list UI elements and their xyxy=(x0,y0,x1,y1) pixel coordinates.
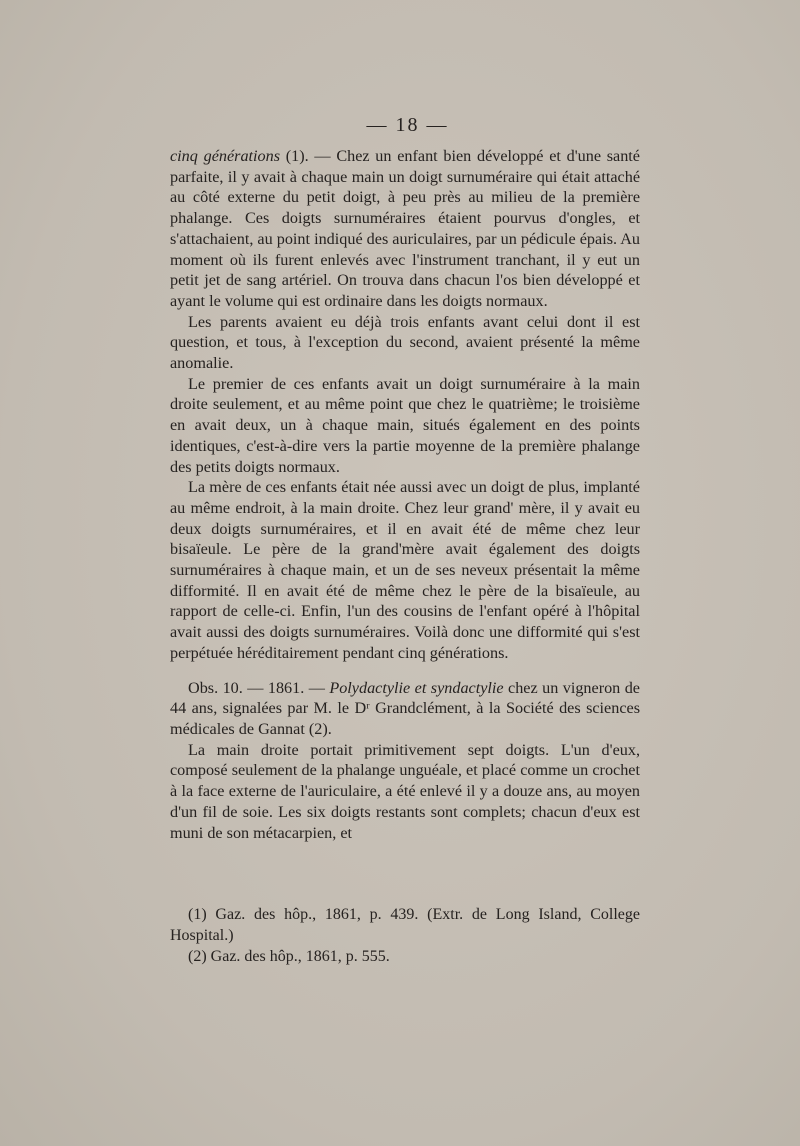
page-number: — 18 — xyxy=(366,114,449,136)
footnote-1: (1) Gaz. des hôp., 1861, p. 439. (Extr. de Long Island, College Hospital.) xyxy=(170,906,640,944)
body-text xyxy=(170,146,640,843)
paragraph-3: Le premier de ces enfants avait un doigt surnuméraire à la main droite seulement, et au même point que chez le quatrième; le troisième en avait deux, un à chaque main, situés également en des points identiques, c'est-à-dire vers la partie moyenne de la première phalange des petits doigts normaux. xyxy=(170,374,640,476)
footnote-2: (2) Gaz. des hôp., 1861, p. 555. xyxy=(188,948,390,965)
paragraph-1-italic-lead: cinq générations xyxy=(170,147,281,165)
paragraph-5-text: chez un vigneron de 44 ans, signalées par M. le Dʳ Grandclément, à la Société des sciences médicales de Gannat (2). xyxy=(170,678,640,738)
paragraph-6: La main droite portait primitivement sept doigts. L'un d'eux, composé seulement de la phalange unguéale, et placé comme un crochet à la face externe de l'auriculaire, a été enlevé il y a douze ans, au moyen d'un fil de soie. Les six doigts restants sont complets; chacun d'eux est muni de son métacarpien, et xyxy=(170,740,640,842)
paragraph-1 xyxy=(170,146,640,312)
observation-number: Obs. 10. — 1861. — xyxy=(188,678,330,697)
paragraph-4: La mère de ces enfants était née aussi avec un doigt de plus, implanté au même endroit, à la main droite. Chez leur grand' mère, il y avait eu deux doigts surnuméraires, et il en avait été de même chez leur bisaïeule. Le père de la grand'mère avait également des doigts surnuméraires à chaque main, et un de ses neveux présentait la même difformité. Il en avait été de même chez le père de la bisaïeule, au rapport de celle-ci. Enfin, l'un des cousins de l'enfant opéré à l'hôpital avait aussi des doigts surnuméraires. Voilà donc une difformité qui s'est perpétuée héréditairement pendant cinq générations. xyxy=(170,478,640,662)
paragraph-1-text: (1). — Chez un enfant bien développé et d'une santé parfaite, il y avait à chaque main un doigt surnuméraire qui était attaché au côté externe du petit doigt, à peu près au milieu de la première phalange. Ces doigts surnuméraires étaient pourvus d'ongles, et s'attachaient, au point indiqué des auriculaires, par un pédicule épais. Au moment où ils furent enlevés avec l'instrument tranchant, il y eut un petit jet de sang artériel. On trouva dans chacun l'os bien développé et ayant le volume qui est ordinaire dans les doigts normaux. xyxy=(170,147,640,310)
footnotes xyxy=(170,904,640,967)
paragraph-2: Les parents avaient eu déjà trois enfants avant celui dont il est question, et tous, à l'exception du second, avaient présenté la même anomalie. xyxy=(170,312,640,373)
paragraph-5 xyxy=(170,678,640,740)
observation-title: Polydactylie et syndactylie xyxy=(329,678,504,697)
